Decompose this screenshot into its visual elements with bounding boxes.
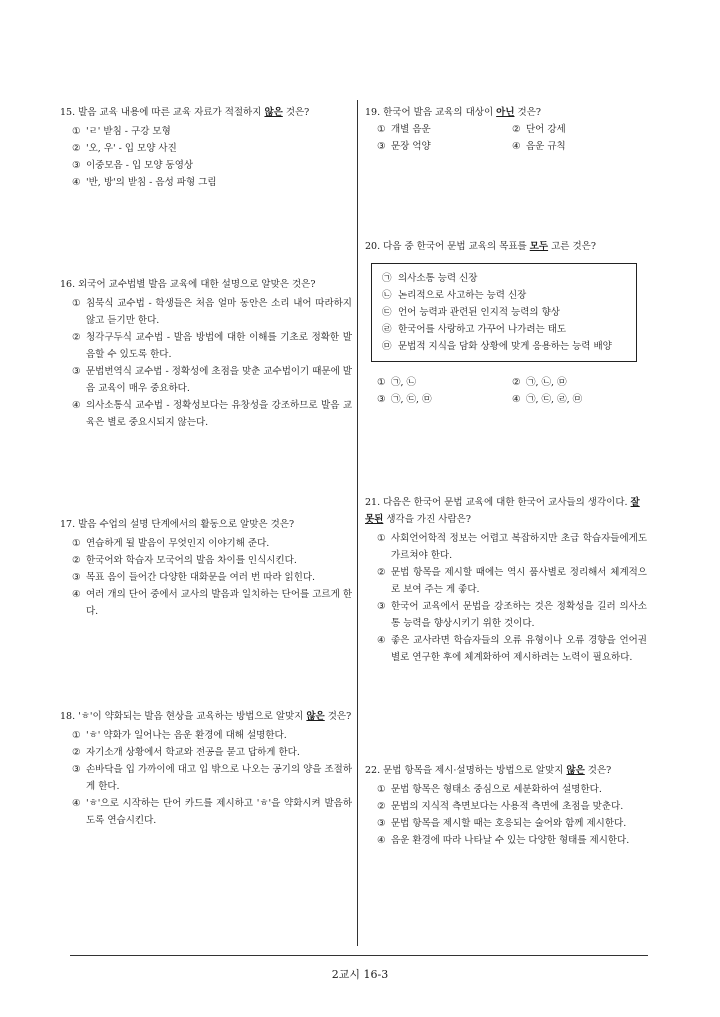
option-text: 한국어 교육에서 문법을 강조하는 것은 정확성을 길러 의사소통 능력을 향상시키기 위한 것이다. <box>391 601 647 629</box>
statement-text: 의사소통 능력 신장 <box>398 273 478 284</box>
option-text: 'ㅎ'으로 시작하는 단어 카드를 제시하고 'ㅎ'을 약화시켜 발음하도록 연습시킨다. <box>86 798 352 826</box>
statement-c <box>382 304 626 321</box>
question-number: 18. <box>60 711 76 722</box>
question-stem <box>365 762 647 779</box>
question-stem <box>60 276 352 293</box>
question-19 <box>365 104 647 155</box>
statement-marker: ㉠ <box>382 273 392 284</box>
question-21 <box>365 494 647 666</box>
option-text: 사회언어학적 정보는 어렵고 복잡하지만 초급 학습자들에게도 가르쳐야 한다. <box>391 533 647 561</box>
statement-text: 문법적 지식을 담화 상황에 맞게 응용하는 능력 배양 <box>398 341 612 352</box>
stem-text: 외국어 교수법별 발음 교육에 대한 설명으로 알맞은 것은? <box>78 279 316 290</box>
question-stem <box>60 708 352 725</box>
option-text: ㉠, ㉢, ㉣, ㉤ <box>526 394 583 405</box>
option-text: 좋은 교사라면 학습자들의 오류 유형이나 오류 경향을 언어권별로 연구한 후에 체계화하여 제시하려는 노력이 필요하다. <box>391 635 647 663</box>
option-text: 의사소통식 교수법 - 정확성보다는 유창성을 강조하므로 발음 교육은 별로 중요시되지 않는다. <box>86 400 352 428</box>
question-16 <box>60 276 352 431</box>
question-17 <box>60 516 352 620</box>
question-number: 17. <box>60 519 76 530</box>
option-marker: ① <box>72 126 81 137</box>
statement-b <box>382 287 626 304</box>
options-grid <box>365 121 647 155</box>
option-marker: ① <box>377 784 386 795</box>
option-text: ㉠, ㉡ <box>391 377 417 388</box>
stem-emphasis: 않은 <box>306 711 325 722</box>
option-marker: ③ <box>377 394 386 405</box>
option-3 <box>60 157 348 174</box>
question-stem <box>365 238 647 255</box>
option-text: 문법 항목은 형태소 중심으로 세분화하여 설명한다. <box>391 784 602 795</box>
option-1 <box>377 374 512 391</box>
option-marker: ① <box>377 124 386 135</box>
stem-text: 것은? <box>324 711 352 722</box>
option-2 <box>60 552 352 569</box>
option-marker: ② <box>72 747 81 758</box>
option-marker: ① <box>72 298 81 309</box>
option-4 <box>365 632 647 666</box>
question-number: 21. <box>365 497 381 508</box>
option-text: '반, 방'의 받침 - 음성 파형 그림 <box>86 177 217 188</box>
option-text: 문법 항목을 제시할 때에는 역시 품사별로 정리해서 체계적으로 보여 주는 게 좋다. <box>391 567 647 595</box>
option-marker: ① <box>377 377 386 388</box>
option-4 <box>365 832 647 849</box>
question-number: 15. <box>60 107 76 118</box>
page-footer <box>0 966 720 982</box>
options-grid <box>365 374 647 408</box>
statement-text: 언어 능력과 관련된 인지적 능력의 향상 <box>398 307 560 318</box>
question-number: 19. <box>365 107 381 118</box>
options-list <box>365 530 647 666</box>
page-label: 2교시 16-3 <box>331 968 389 981</box>
option-marker: ④ <box>512 394 521 405</box>
statement-marker: ㉡ <box>382 290 392 301</box>
option-3 <box>60 569 352 586</box>
statement-marker: ㉣ <box>382 324 392 335</box>
question-15 <box>60 104 348 191</box>
statement-text: 한국어를 사랑하고 가꾸어 나가려는 태도 <box>398 324 567 335</box>
option-marker: ② <box>377 567 386 578</box>
question-20 <box>365 238 647 408</box>
option-text: 문법번역식 교수법 - 정확성에 초점을 맞춘 교수법이기 때문에 발음 교육이 매우 중요하다. <box>86 366 352 394</box>
options-list <box>60 295 352 431</box>
stem-text: 문법 항목을 제시·설명하는 방법으로 알맞지 <box>383 765 567 776</box>
statement-a <box>382 270 626 287</box>
option-4 <box>60 795 352 829</box>
footer-rule <box>70 955 648 956</box>
option-marker: ④ <box>377 635 386 646</box>
stem-emphasis: 않은 <box>264 107 283 118</box>
stem-text: 것은? <box>282 107 310 118</box>
option-marker: ④ <box>72 589 81 600</box>
option-text: '오, 우' - 입 모양 사진 <box>86 143 177 154</box>
option-marker: ③ <box>72 764 81 775</box>
stem-text: 'ㅎ'이 약화되는 발음 현상을 교육하는 방법으로 알맞지 <box>78 711 307 722</box>
option-text: 여러 개의 단어 중에서 교사의 발음과 일치하는 단어를 고르게 한다. <box>86 589 352 617</box>
option-text: 'ㅎ' 약화가 일어나는 음운 환경에 대해 설명한다. <box>86 730 287 741</box>
option-text: ㉠, ㉡, ㉤ <box>526 377 567 388</box>
option-text: ㉠, ㉢, ㉤ <box>391 394 432 405</box>
option-marker: ③ <box>377 141 386 152</box>
statement-box <box>371 263 637 362</box>
option-text: 손바닥을 입 가까이에 대고 입 밖으로 나오는 공기의 양을 조절하게 한다. <box>86 764 352 792</box>
option-4 <box>512 391 647 408</box>
stem-emphasis: 않은 <box>566 765 585 776</box>
option-1 <box>60 295 352 329</box>
statement-marker: ㉤ <box>382 341 392 352</box>
option-3 <box>60 761 352 795</box>
option-1 <box>60 535 352 552</box>
option-2 <box>365 564 647 598</box>
options-list <box>60 123 348 191</box>
stem-text: 것은? <box>514 107 541 118</box>
option-text: 단어 강세 <box>526 124 566 135</box>
stem-emphasis: 모두 <box>529 241 549 252</box>
option-text: 문법 항목을 제시할 때는 호응되는 술어와 함께 제시한다. <box>391 818 627 829</box>
option-marker: ③ <box>72 366 81 377</box>
stem-emphasis: 잘못된 <box>365 497 640 525</box>
option-marker: ① <box>72 538 81 549</box>
statement-d <box>382 321 626 338</box>
option-marker: ② <box>72 332 81 343</box>
option-4 <box>512 138 647 155</box>
option-3 <box>377 391 512 408</box>
option-1 <box>365 530 647 564</box>
option-text: 자기소개 상황에서 학교와 전공을 묻고 답하게 한다. <box>86 747 300 758</box>
option-marker: ① <box>377 533 386 544</box>
column-divider <box>357 100 358 946</box>
option-marker: ④ <box>377 835 386 846</box>
stem-text: 발음 교육 내용에 따른 교육 자료가 적절하지 <box>78 107 265 118</box>
stem-text: 고른 것은? <box>548 241 596 252</box>
option-marker: ③ <box>72 572 81 583</box>
option-3 <box>365 815 647 832</box>
option-text: 개별 음운 <box>391 124 431 135</box>
question-stem <box>365 104 647 121</box>
option-2 <box>60 329 352 363</box>
question-22 <box>365 762 647 849</box>
option-2 <box>60 140 348 157</box>
option-marker: ② <box>72 555 81 566</box>
question-18 <box>60 708 352 829</box>
option-text: 'ㄹ' 받침 - 구강 모형 <box>86 126 171 137</box>
option-marker: ③ <box>377 818 386 829</box>
option-marker: ④ <box>512 141 521 152</box>
statement-marker: ㉢ <box>382 307 392 318</box>
option-2 <box>512 374 647 391</box>
option-marker: ④ <box>72 177 81 188</box>
option-text: 음운 규칙 <box>526 141 566 152</box>
option-marker: ② <box>377 801 386 812</box>
option-text: 이중모음 - 입 모양 동영상 <box>86 160 194 171</box>
option-text: 청각구두식 교수법 - 발음 방법에 대한 이해를 기초로 정확한 발음할 수 있도록 한다. <box>86 332 352 360</box>
statement-e <box>382 338 626 355</box>
stem-text: 것은? <box>584 765 612 776</box>
option-1 <box>60 123 348 140</box>
option-text: 문장 억양 <box>391 141 431 152</box>
option-1 <box>60 727 352 744</box>
stem-text: 다음 중 한국어 문법 교육의 목표를 <box>383 241 530 252</box>
option-1 <box>377 121 512 138</box>
option-4 <box>60 586 352 620</box>
option-text: 문법의 지식적 측면보다는 사용적 측면에 초점을 맞춘다. <box>391 801 624 812</box>
question-stem <box>60 104 348 121</box>
option-marker: ① <box>72 730 81 741</box>
option-3 <box>365 598 647 632</box>
question-stem <box>60 516 352 533</box>
option-marker: ③ <box>72 160 81 171</box>
options-list <box>365 781 647 849</box>
option-text: 침묵식 교수법 - 학생들은 처음 얼마 동안은 소리 내어 따라하지 않고 듣기만 한다. <box>86 298 352 326</box>
stem-text: 한국어 발음 교육의 대상이 <box>383 107 497 118</box>
option-2 <box>60 744 352 761</box>
option-marker: ④ <box>72 798 81 809</box>
option-4 <box>60 174 348 191</box>
option-2 <box>512 121 647 138</box>
option-3 <box>377 138 512 155</box>
option-text: 한국어와 학습자 모국어의 발음 차이를 인식시킨다. <box>86 555 297 566</box>
options-list <box>60 535 352 620</box>
option-marker: ② <box>512 124 521 135</box>
option-4 <box>60 397 352 431</box>
stem-text: 다음은 한국어 문법 교육에 대한 한국어 교사들의 생각이다. <box>383 497 631 508</box>
option-marker: ④ <box>72 400 81 411</box>
option-3 <box>60 363 352 397</box>
option-text: 목표 음이 들어간 다양한 대화문을 여러 번 따라 읽힌다. <box>86 572 316 583</box>
stem-emphasis: 아닌 <box>496 107 515 118</box>
question-stem <box>365 494 647 528</box>
option-marker: ② <box>512 377 521 388</box>
question-number: 20. <box>365 241 381 252</box>
statement-text: 논리적으로 사고하는 능력 신장 <box>398 290 527 301</box>
options-list <box>60 727 352 829</box>
question-number: 22. <box>365 765 381 776</box>
stem-text: 생각을 가진 사람은? <box>383 514 471 525</box>
option-marker: ③ <box>377 601 386 612</box>
option-text: 음운 환경에 따라 나타날 수 있는 다양한 형태를 제시한다. <box>391 835 630 846</box>
option-marker: ② <box>72 143 81 154</box>
question-number: 16. <box>60 279 76 290</box>
option-2 <box>365 798 647 815</box>
option-1 <box>365 781 647 798</box>
stem-text: 발음 수업의 설명 단계에서의 활동으로 알맞은 것은? <box>78 519 295 530</box>
option-text: 연습하게 될 발음이 무엇인지 이야기해 준다. <box>86 538 270 549</box>
